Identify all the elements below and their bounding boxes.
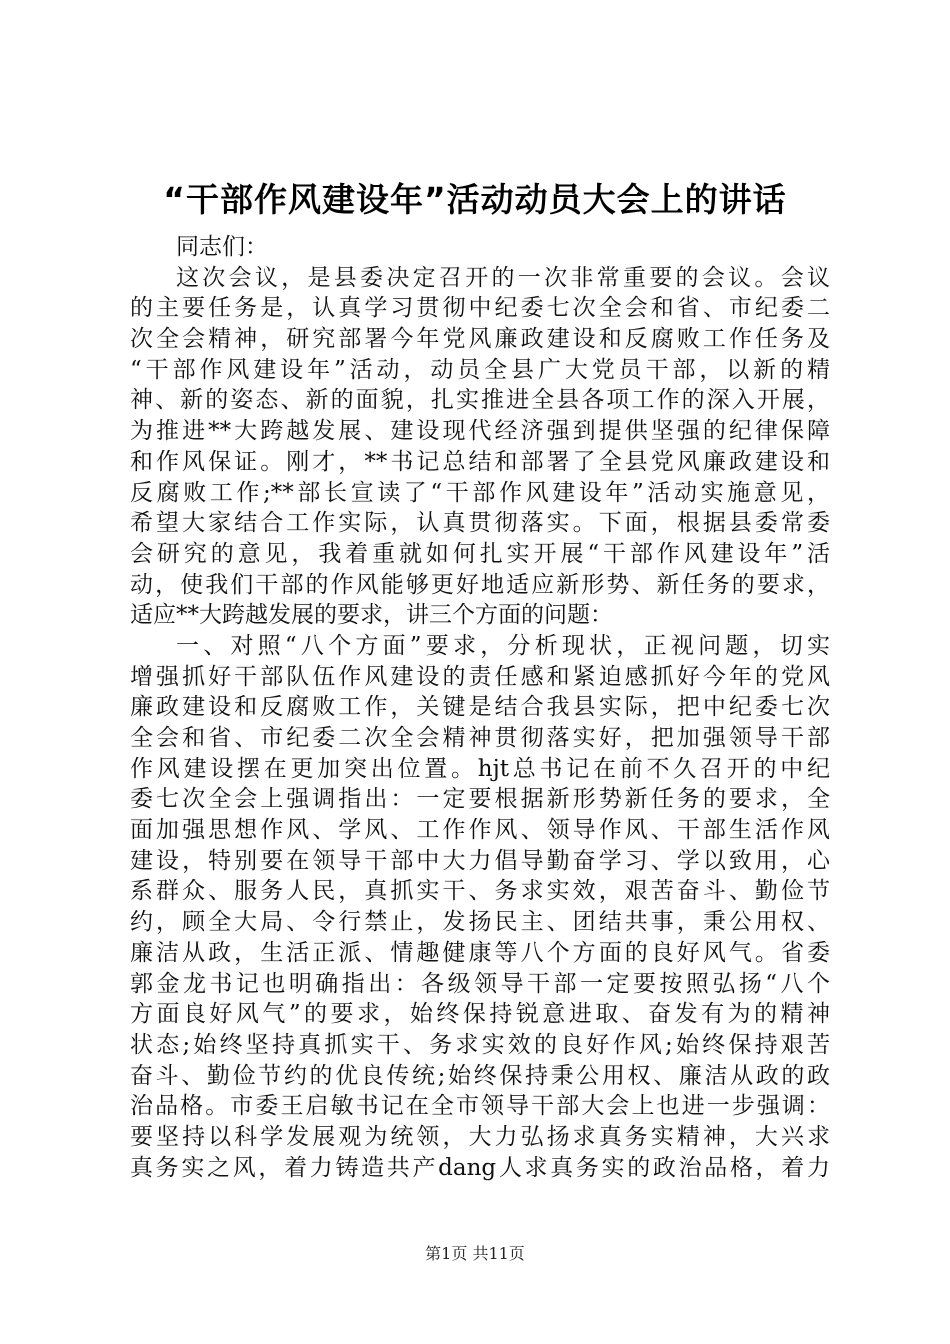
body-line: 动，使我们干部的作风能够更好地适应新形势、新任务的要求，: [130, 571, 830, 598]
body-line: 会研究的意见，我着重就如何扎实开展“干部作风建设年”活: [130, 540, 830, 567]
body-line: 面加强思想作风、学风、工作作风、领导作风、干部生活作风: [130, 817, 830, 844]
body-line: “干部作风建设年”活动，动员全县广大党员干部，以新的精: [130, 356, 830, 383]
body-line: 和作风保证。刚才，**书记总结和部署了全县党风廉政建设和: [130, 448, 830, 475]
body-line: 郭金龙书记也明确指出：各级领导干部一定要按照弘扬“八个: [130, 970, 830, 997]
document-title: “干部作风建设年”活动动员大会上的讲话: [163, 180, 787, 219]
body-line: 廉洁从政，生活正派、情趣健康等八个方面的良好风气。省委: [130, 939, 830, 966]
body-line: 全会和省、市纪委二次全会精神贯彻落实好，把加强领导干部: [130, 725, 830, 751]
body-line: 希望大家结合工作实际，认真贯彻落实。下面，根据县委常委: [130, 510, 830, 537]
body-line: 适应**大跨越发展的要求，讲三个方面的问题：: [130, 602, 613, 629]
document-body: [130, 232, 830, 1183]
body-line: 的主要任务是，认真学习贯彻中纪委七次全会和省、市纪委二: [130, 295, 830, 322]
body-line: 方面良好风气”的要求，始终保持锐意进取、奋发有为的精神: [130, 1001, 830, 1028]
body-line: 要坚持以科学发展观为统领，大力弘扬求真务实精神，大兴求: [130, 1123, 830, 1150]
body-line: 一、对照“八个方面”要求，分析现状，正视问题，切实: [176, 632, 830, 659]
body-line: 建设，特别要在领导干部中大力倡导勤奋学习、学以致用，心: [130, 847, 830, 874]
body-line: 廉政建设和反腐败工作，关键是结合我县实际，把中纪委七次: [130, 694, 830, 721]
body-line: 同志们：: [176, 234, 268, 260]
body-line: 神、新的姿态、新的面貌，扎实推进全县各项工作的深入开展，: [130, 387, 830, 414]
body-line: 治品格。市委王启敏书记在全市领导干部大会上也进一步强调：: [130, 1093, 830, 1120]
body-line: 约，顾全大局、令行禁止，发扬民主、团结共事，秉公用权、: [130, 909, 830, 936]
body-line: 作风建设摆在更加突出位置。hjt总书记在前不久召开的中纪: [130, 755, 830, 782]
body-line: 奋斗、勤俭节约的优良传统;始终保持秉公用权、廉洁从政的政: [130, 1062, 830, 1089]
body-line: 反腐败工作;**部长宣读了“干部作风建设年”活动实施意见，: [130, 479, 830, 506]
body-line: 为推进**大跨越发展、建设现代经济强到提供坚强的纪律保障: [130, 418, 830, 445]
body-line: 委七次全会上强调指出：一定要根据新形势新任务的要求，全: [130, 786, 830, 813]
body-line: 增强抓好干部队伍作风建设的责任感和紧迫感抓好今年的党风: [130, 663, 830, 690]
body-line: 状态;始终坚持真抓实干、务求实效的良好作风;始终保持艰苦: [130, 1031, 830, 1058]
body-line: 真务实之风，着力铸造共产dang人求真务实的政治品格，着力: [130, 1154, 830, 1181]
body-line: 系群众、服务人民，真抓实干、务求实效，艰苦奋斗、勤俭节: [130, 878, 830, 905]
body-line: 这次会议，是县委决定召开的一次非常重要的会议。会议: [176, 264, 830, 291]
page-footer: 第1页 共11页: [425, 1244, 525, 1263]
body-line: 次全会精神，研究部署今年党风廉政建设和反腐败工作任务及: [130, 326, 830, 353]
